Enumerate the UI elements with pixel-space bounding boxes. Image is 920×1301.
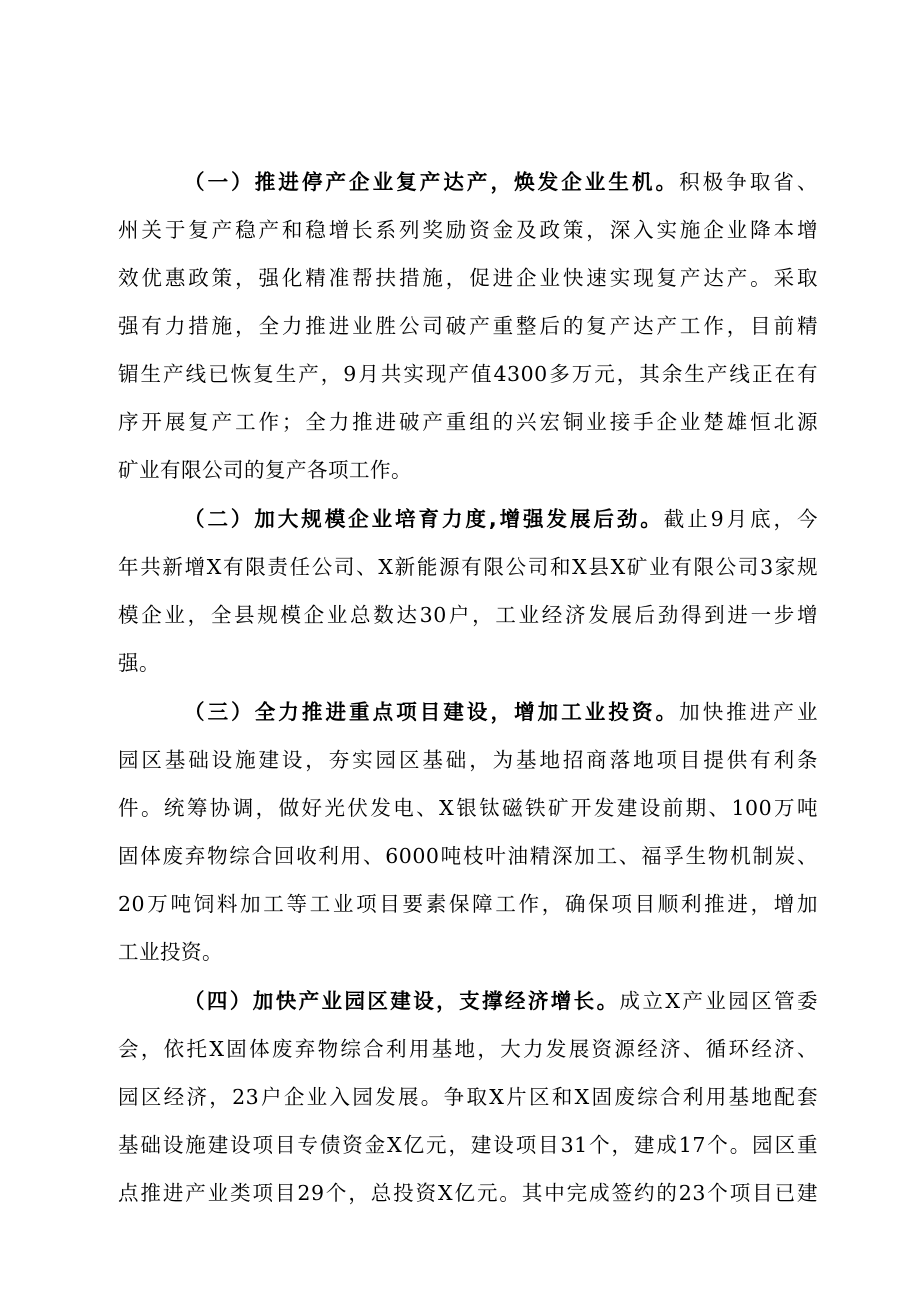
paragraph-1-line-6: 序开展复产工作；全力推进破产重组的兴宏铜业接手企业楚雄恒北源 bbox=[118, 410, 818, 434]
paragraph-3-line-3: 件。统筹协调，做好光伏发电、X银钛磁铁矿开发建设前期、100万吨 bbox=[118, 796, 818, 820]
paragraph-2-line-1 bbox=[184, 505, 818, 533]
paragraph-2-line-2: 年共新增X有限责任公司、X新能源有限公司和X县X矿业有限公司3家规 bbox=[118, 555, 818, 579]
paragraph-2-line-4: 强。 bbox=[118, 651, 160, 675]
paragraph-4-line-4: 基础设施建设项目专债资金X亿元，建设项目31个，建成17个。园区重 bbox=[118, 1133, 818, 1157]
paragraph-3-line-4: 固体废弃物综合回收利用、6000吨枝叶油精深加工、福孚生物机制炭、 bbox=[118, 844, 818, 868]
paragraph-1-line-3: 效优惠政策，强化精准帮扶措施，促进企业快速实现复产达产。采取 bbox=[118, 266, 818, 290]
paragraph-3-line-5: 20万吨饲料加工等工业项目要素保障工作，确保项目顺利推进，增加 bbox=[118, 892, 818, 916]
paragraph-2-text: 截止9月底，今 bbox=[663, 507, 818, 531]
paragraph-3-heading: （三）全力推进重点项目建设，增加工业投资。 bbox=[184, 700, 680, 724]
paragraph-1-text: 积极争取省、 bbox=[679, 170, 819, 194]
paragraph-2-heading: （二）加大规模企业培育力度,增强发展后劲。 bbox=[184, 507, 664, 531]
paragraph-1-line-4: 强有力措施，全力推进业胜公司破产重整后的复产达产工作，目前精 bbox=[118, 314, 818, 338]
paragraph-1-line-2: 州关于复产稳产和稳增长系列奖励资金及政策，深入实施企业降本增 bbox=[118, 218, 818, 242]
paragraph-4-line-1 bbox=[184, 987, 818, 1015]
paragraph-1-heading: （一）推进停产企业复产达产，焕发企业生机。 bbox=[184, 170, 680, 194]
paragraph-4-line-5: 点推进产业类项目29个，总投资X亿元。其中完成签约的23个项目已建 bbox=[118, 1181, 818, 1205]
paragraph-3-text: 加快推进产业 bbox=[679, 700, 819, 724]
paragraph-4-heading: （四）加快产业园区建设，支撑经济增长。 bbox=[184, 989, 620, 1013]
paragraph-1-line-7: 矿业有限公司的复产各项工作。 bbox=[118, 458, 412, 482]
paragraph-3-line-1 bbox=[184, 698, 818, 726]
paragraph-4-line-2: 会，依托X固体废弃物综合利用基地，大力发展资源经济、循环经济、 bbox=[118, 1037, 818, 1061]
paragraph-4-line-3: 园区经济，23户企业入园发展。争取X片区和X固废综合利用基地配套 bbox=[118, 1085, 818, 1109]
paragraph-1-line-5: 镅生产线已恢复生产，9月共实现产值4300多万元，其余生产线正在有 bbox=[118, 362, 818, 386]
paragraph-4-text: 成立X产业园区管委 bbox=[619, 989, 819, 1013]
paragraph-1-line-1 bbox=[184, 168, 818, 196]
paragraph-2-line-3: 模企业，全县规模企业总数达30户，工业经济发展后劲得到进一步增 bbox=[118, 603, 818, 627]
paragraph-3-line-6: 工业投资。 bbox=[118, 940, 223, 964]
paragraph-3-line-2: 园区基础设施建设，夯实园区基础，为基地招商落地项目提供有利条 bbox=[118, 748, 818, 772]
